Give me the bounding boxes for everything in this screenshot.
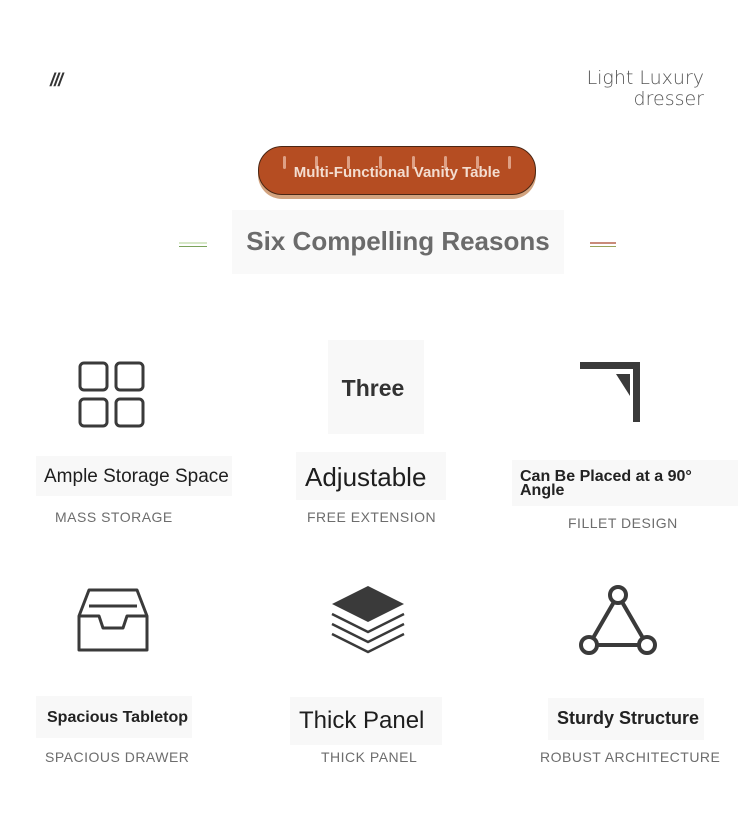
- product-badge: [258, 146, 536, 195]
- feature-4-title: Spacious Tabletop: [47, 709, 189, 726]
- brand-title: [587, 68, 704, 110]
- product-badge-label: Multi-Functional Vanity Table: [293, 164, 501, 181]
- section-headline: Six Compelling Reasons: [246, 226, 550, 256]
- feature-1-title: Ample Storage Space: [44, 466, 229, 487]
- layers-icon: [330, 584, 406, 658]
- slashes-mark: ///: [50, 70, 63, 90]
- feature-2-subtitle: FREE EXTENSION: [307, 509, 437, 525]
- headline-deco-right: [590, 242, 616, 248]
- headline-deco-left: [179, 242, 207, 248]
- feature-5-subtitle: THICK PANEL: [321, 749, 418, 765]
- feature-4-subtitle: SPACIOUS DRAWER: [45, 749, 190, 765]
- feature-3-title: Can Be Placed at a 90° Angle: [520, 468, 692, 499]
- feature-2-title: Adjustable: [305, 462, 427, 492]
- brand-line-1: Light Luxury: [586, 67, 704, 89]
- feature-5-title: Thick Panel: [299, 707, 425, 734]
- corner-icon: [578, 360, 644, 426]
- feature-6-subtitle: ROBUST ARCHITECTURE: [540, 749, 721, 765]
- brand-line-2: dresser: [633, 88, 704, 110]
- feature-3-subtitle: FILLET DESIGN: [568, 515, 678, 531]
- feature-6-title: Sturdy Structure: [557, 708, 700, 728]
- triangle-nodes-icon: [577, 583, 659, 657]
- feature-2-badge: Three: [341, 375, 405, 401]
- grid-icon: [78, 361, 146, 429]
- tray-icon: [77, 588, 149, 652]
- feature-1-subtitle: MASS STORAGE: [55, 509, 173, 525]
